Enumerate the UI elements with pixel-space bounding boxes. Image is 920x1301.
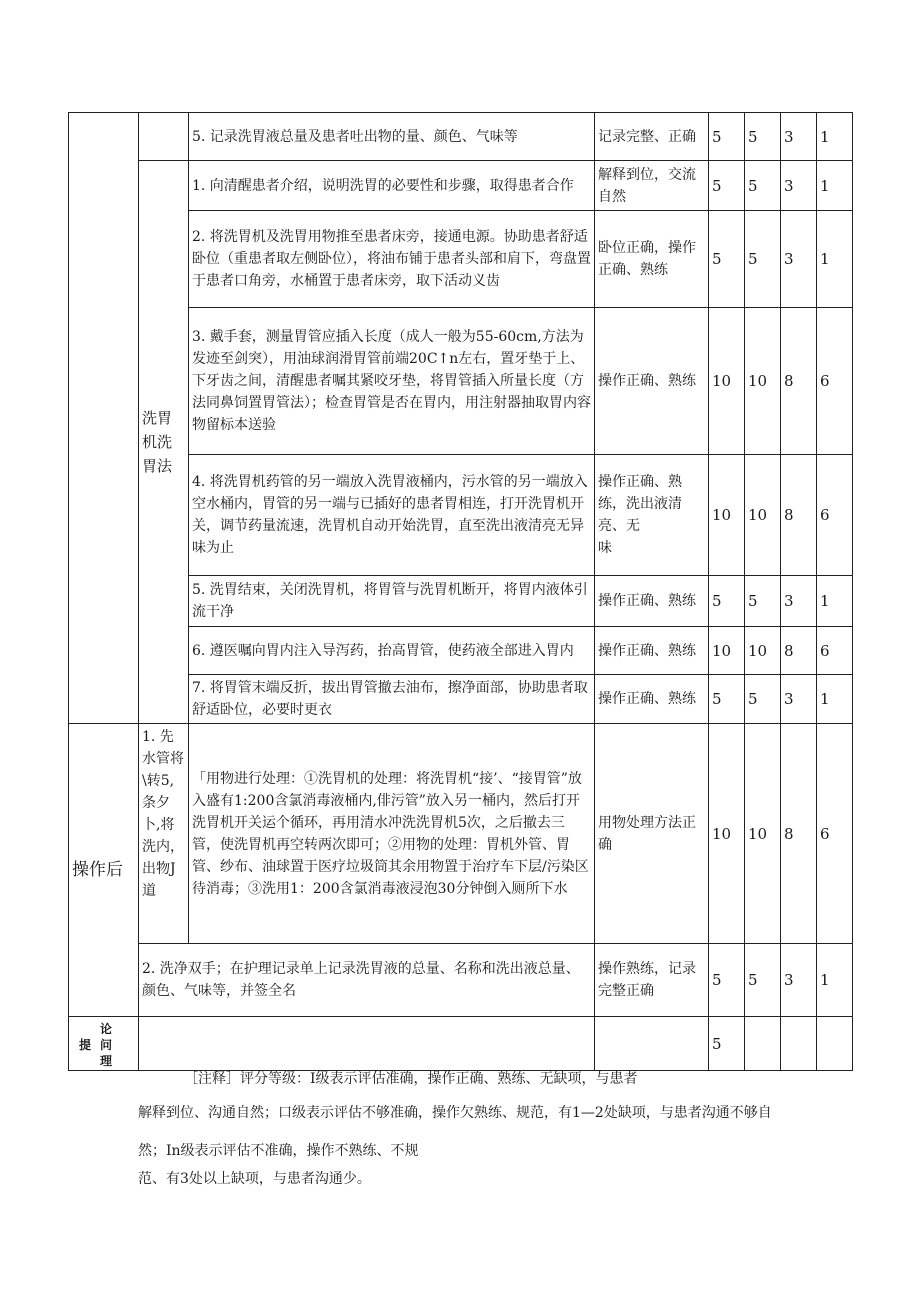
score-level-3: 8 <box>781 627 817 675</box>
stage-label-after-operation: 操作后 <box>69 724 139 1017</box>
score-level-3: 8 <box>781 724 817 944</box>
score-level-3: 3 <box>781 161 817 211</box>
step-content: 1. 向清醒患者介绍，说明洗胃的必要性和步骤，取得患者合作 <box>189 161 595 211</box>
score-level-2: 5 <box>745 576 781 627</box>
score-level-1: 5 <box>709 211 745 308</box>
step-criteria: 记录完整、正确 <box>595 113 709 161</box>
score-level-3: 3 <box>781 113 817 161</box>
qa-char: 问 <box>100 1037 113 1052</box>
qa-char: 论 <box>100 1021 113 1036</box>
step-criteria: 操作正确、熟练 <box>595 675 709 724</box>
score-level-3: 3 <box>781 576 817 627</box>
table-row <box>69 944 853 1017</box>
qa-blank <box>745 1017 781 1071</box>
step-criteria: 用物处理方法正确 <box>595 724 709 944</box>
score-level-1: 5 <box>709 113 745 161</box>
score-level-1: 10 <box>709 308 745 455</box>
step-content: 5. 记录洗胃液总量及患者吐出物的量、颜色、气味等 <box>189 113 595 161</box>
qa-char: 理 <box>100 1053 113 1068</box>
sub-label-after: 1. 先水管将\转5,条夕卜,将洗内，出物J道 <box>139 724 189 944</box>
score-level-4: 1 <box>817 113 853 161</box>
score-level-1: 5 <box>709 944 745 1017</box>
qa-label-cell <box>69 1017 139 1071</box>
score-level-2: 10 <box>745 627 781 675</box>
step-content: 2. 洗净双手；在护理记录单上记录洗胃液的总量、名称和洗出液总量、颜色、气味等，并签全名 <box>139 944 595 1017</box>
score-level-1: 5 <box>709 576 745 627</box>
step-criteria: 操作正确、熟练，洗出液清亮、无 味 <box>595 455 709 576</box>
step-content: 3. 戴手套，测量胃管应插入长度（成人一般为55-60cm,方法为发迹至剑突），用油球润滑胃管前端20C↑n左右，置牙垫于上、下牙齿之间，清醒患者嘱其紧咬牙垫，将胃管插入所量长度（方法同鼻饲置胃管法）；检查胃管是否在胃内，用注射器抽取胃内容物留标本送验 <box>189 308 595 455</box>
table-row <box>69 724 853 944</box>
score-level-1: 5 <box>709 675 745 724</box>
score-level-1: 10 <box>709 724 745 944</box>
score-level-4: 1 <box>817 211 853 308</box>
score-level-4: 6 <box>817 455 853 576</box>
sub-cell-blank <box>139 113 189 161</box>
step-criteria: 解释到位，交流自然 <box>595 161 709 211</box>
score-level-4: 6 <box>817 724 853 944</box>
qa-score: 5 <box>709 1017 745 1071</box>
step-criteria: 操作正确、熟练 <box>595 308 709 455</box>
score-level-2: 5 <box>745 211 781 308</box>
score-level-2: 10 <box>745 724 781 944</box>
step-criteria: 操作熟练，记录完整正确 <box>595 944 709 1017</box>
step-criteria: 操作正确、熟练 <box>595 576 709 627</box>
table-row <box>69 161 853 211</box>
step-content: 5. 洗胃结束，关闭洗胃机，将胃管与洗胃机断开，将胃内液体引流干净 <box>189 576 595 627</box>
qa-char: 提 <box>79 1037 92 1052</box>
score-level-1: 10 <box>709 455 745 576</box>
qa-blank <box>817 1017 853 1071</box>
score-level-1: 5 <box>709 161 745 211</box>
step-content: 6. 遵医嘱向胃内注入导泻药，抬高胃管，使药液全部进入胃内 <box>189 627 595 675</box>
score-level-4: 1 <box>817 161 853 211</box>
score-level-2: 5 <box>745 675 781 724</box>
table-row <box>69 1017 853 1071</box>
note-line: 解释到位、沟通自然；口级表示评估不够准确，操作欠熟练、规范，有1—2处缺项，与患者沟通不够自 <box>138 1105 772 1121</box>
table-row <box>69 113 853 161</box>
score-level-3: 8 <box>781 308 817 455</box>
score-level-4: 1 <box>817 576 853 627</box>
scoring-table <box>68 112 853 1071</box>
stage-cell-blank <box>69 113 139 724</box>
score-level-2: 5 <box>745 161 781 211</box>
note-line: 范、有3处以上缺项，与患者沟通少。 <box>138 1171 371 1187</box>
step-criteria: 操作正确、熟练 <box>595 627 709 675</box>
score-level-2: 10 <box>745 455 781 576</box>
score-level-3: 3 <box>781 944 817 1017</box>
qa-label <box>69 1020 138 1068</box>
score-level-2: 5 <box>745 113 781 161</box>
score-level-3: 8 <box>781 455 817 576</box>
qa-content-blank <box>139 1017 595 1071</box>
step-content: 4. 将洗胃机药管的另一端放入洗胃液桶内，污水管的另一端放入空水桶内，胃管的另一端与已插好的患者胃相连，打开洗胃机开关，调节药量流速，洗胃机自动开始洗胃，直至洗出液清亮无异味为止 <box>189 455 595 576</box>
score-level-2: 5 <box>745 944 781 1017</box>
sub-label-machine-lavage: 洗胃机洗胃法 <box>139 161 189 724</box>
score-level-2: 10 <box>745 308 781 455</box>
step-criteria: 卧位正确，操作正确、熟练 <box>595 211 709 308</box>
score-level-3: 3 <box>781 211 817 308</box>
score-level-4: 6 <box>817 627 853 675</box>
step-content: 2. 将洗胃机及洗胃用物推至患者床旁，接通电源。协助患者舒适卧位（重患者取左侧卧位），将油布铺于患者头部和肩下，弯盘置于患者口角旁，水桶置于患者床旁，取下活动义齿 <box>189 211 595 308</box>
score-level-4: 6 <box>817 308 853 455</box>
qa-blank <box>781 1017 817 1071</box>
score-level-4: 1 <box>817 675 853 724</box>
step-content: 7. 将胃管末端反折，拔出胃管撤去油布，擦净面部，协助患者取舒适卧位，必要时更衣 <box>189 675 595 724</box>
step-content: 「用物进行处理：①洗胃机的处理：将洗胃机“接’、“接胃管”放入盛有1:200含氯消毒液桶内,俳污管”放入另一桶内，然后打开洗胃机开关运个循环，再用清水冲洗洗胃机5次，之后撤去三管，使洗胃机再空转两次即可；②用物的处理：胃机外管、胃管、纱布、油球置于医疗垃圾筒其余用物置于治疗车下层/污染区待消毒；③洗用1：200含氯消毒液浸泡30分钟倒入厕所下水 <box>189 724 595 944</box>
score-level-3: 3 <box>781 675 817 724</box>
note-line: ［注释］评分等级：I级表示评估准确，操作正确、熟练、无缺项，与患者 <box>184 1071 638 1087</box>
qa-criteria-blank <box>595 1017 709 1071</box>
score-level-4: 1 <box>817 944 853 1017</box>
note-line: 然；In级表示评估不准确，操作不熟练、不规 <box>138 1143 419 1159</box>
score-level-1: 10 <box>709 627 745 675</box>
